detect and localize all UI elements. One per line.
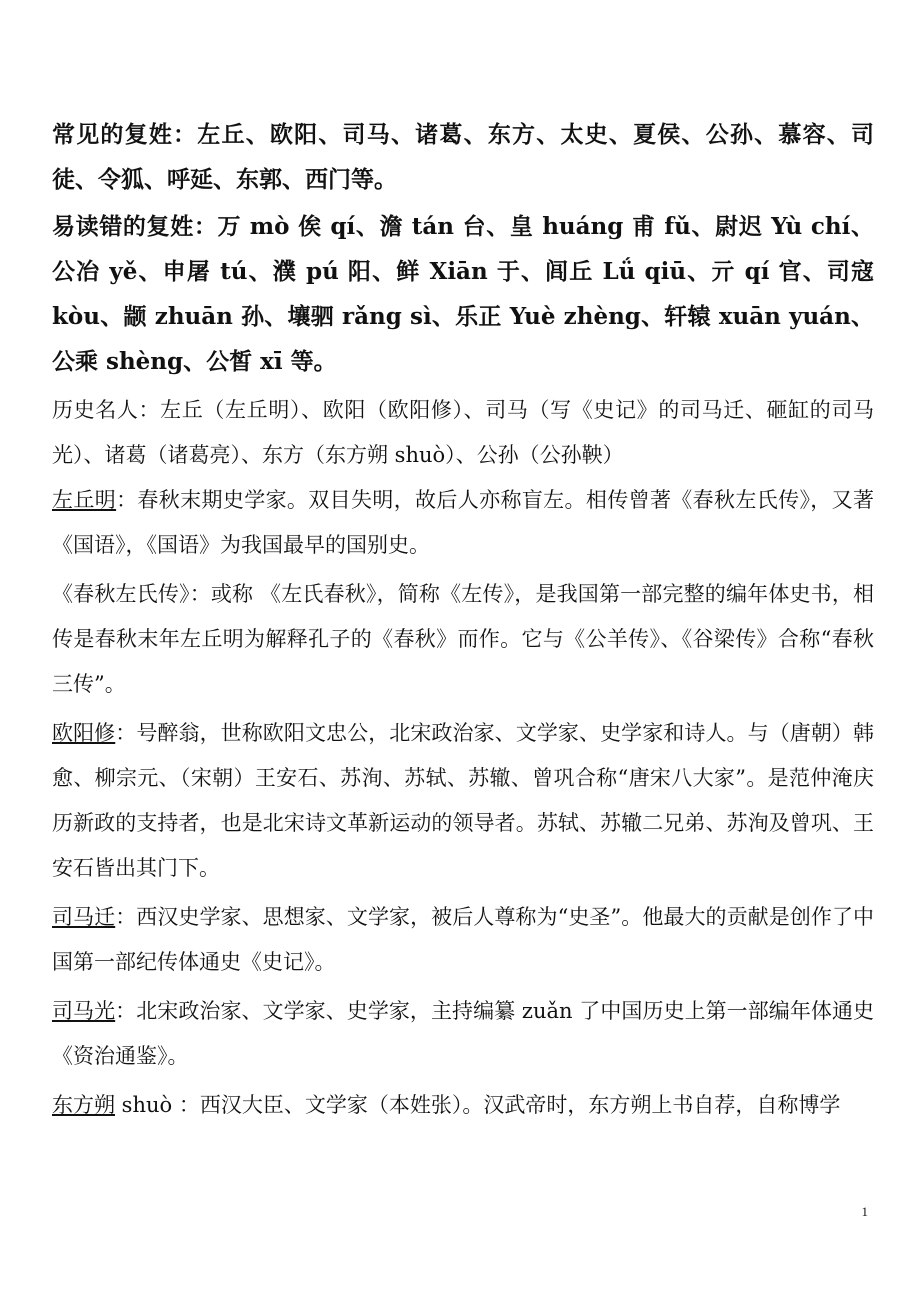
entry-simaguang <box>52 989 874 1079</box>
entry-dongfangshuo <box>52 1083 874 1128</box>
entry-text: ：西汉史学家、思想家、文学家，被后人尊称为“史圣”。他最大的贡献是创作了中国第一部纪传体通史《史记》。 <box>52 905 875 974</box>
entry-text: 《春秋左氏传》：或称 《左氏春秋》，简称《左传》，是我国第一部完整的编年体史书，相传是春秋末年左丘明为解释孔子的《春秋》而作。它与《公羊传》、《谷梁传》合称“春秋三传”。 <box>52 582 874 696</box>
entry-term: 司马光 <box>52 999 116 1023</box>
common-surnames-paragraph: 常见的复姓：左丘、欧阳、司马、诸葛、东方、太史、夏侯、公孙、慕容、司徒、令狐、呼延、东郭、西门等。 <box>52 121 874 193</box>
misread-surnames-paragraph: 易读错的复姓：万 mò 俟 qí、澹 tán 台、皇 huáng 甫 fǔ、尉迟 Yù chí、公冶 yě、申屠 tú、濮 pú 阳、鲜 Xiān 于、闾丘 Lǘ qiū、亓 qí 官、司寇 kòu、颛 zhuān 孙、壤驷 rǎng sì、乐正 Yuè zhèng、轩辕 xuān yuán、公乘 shèng、公皙 xī 等。 <box>52 213 874 375</box>
entry-simaqian <box>52 895 874 985</box>
entry-term: 司马迁 <box>52 905 116 929</box>
entry-text: shuò ：西汉大臣、文学家（本姓张）。汉武帝时，东方朔上书自荐，自称博学 <box>115 1093 841 1117</box>
entry-text: ：春秋末期史学家。双目失明，故后人亦称盲左。相传曾著《春秋左氏传》，又著《国语》，《国语》为我国最早的国别史。 <box>52 488 875 557</box>
entry-zuozhuan <box>52 572 874 707</box>
famous-people-paragraph: 历史名人：左丘（左丘明）、欧阳（欧阳修）、司马（写《史记》的司马迁、砸缸的司马光）、诸葛（诸葛亮）、东方（东方朔 shuò）、公孙（公孙鞅） <box>52 398 874 467</box>
entry-ouyangxiu <box>52 711 874 891</box>
entry-text: ：北宋政治家、文学家、史学家，主持编纂 zuǎn 了中国历史上第一部编年体通史《资治通鉴》。 <box>52 999 875 1068</box>
entry-term: 东方朔 <box>52 1093 115 1117</box>
entry-term: 左丘明 <box>52 488 117 512</box>
page-number: 1 <box>861 1204 868 1219</box>
entry-zuoqiuming <box>52 478 874 568</box>
entry-term: 欧阳修 <box>52 721 116 745</box>
entry-text: ：号醉翁，世称欧阳文忠公，北宋政治家、文学家、史学家和诗人。与（唐朝）韩愈、柳宗元、（宋朝）王安石、苏洵、苏轼、苏辙、曾巩合称“唐宋八大家”。是范仲淹庆历新政的支持者，也是北宋诗文革新运动的领导者。苏轼、苏辙二兄弟、苏洵及曾巩、王安石皆出其门下。 <box>52 721 875 880</box>
document-page <box>52 112 874 1128</box>
